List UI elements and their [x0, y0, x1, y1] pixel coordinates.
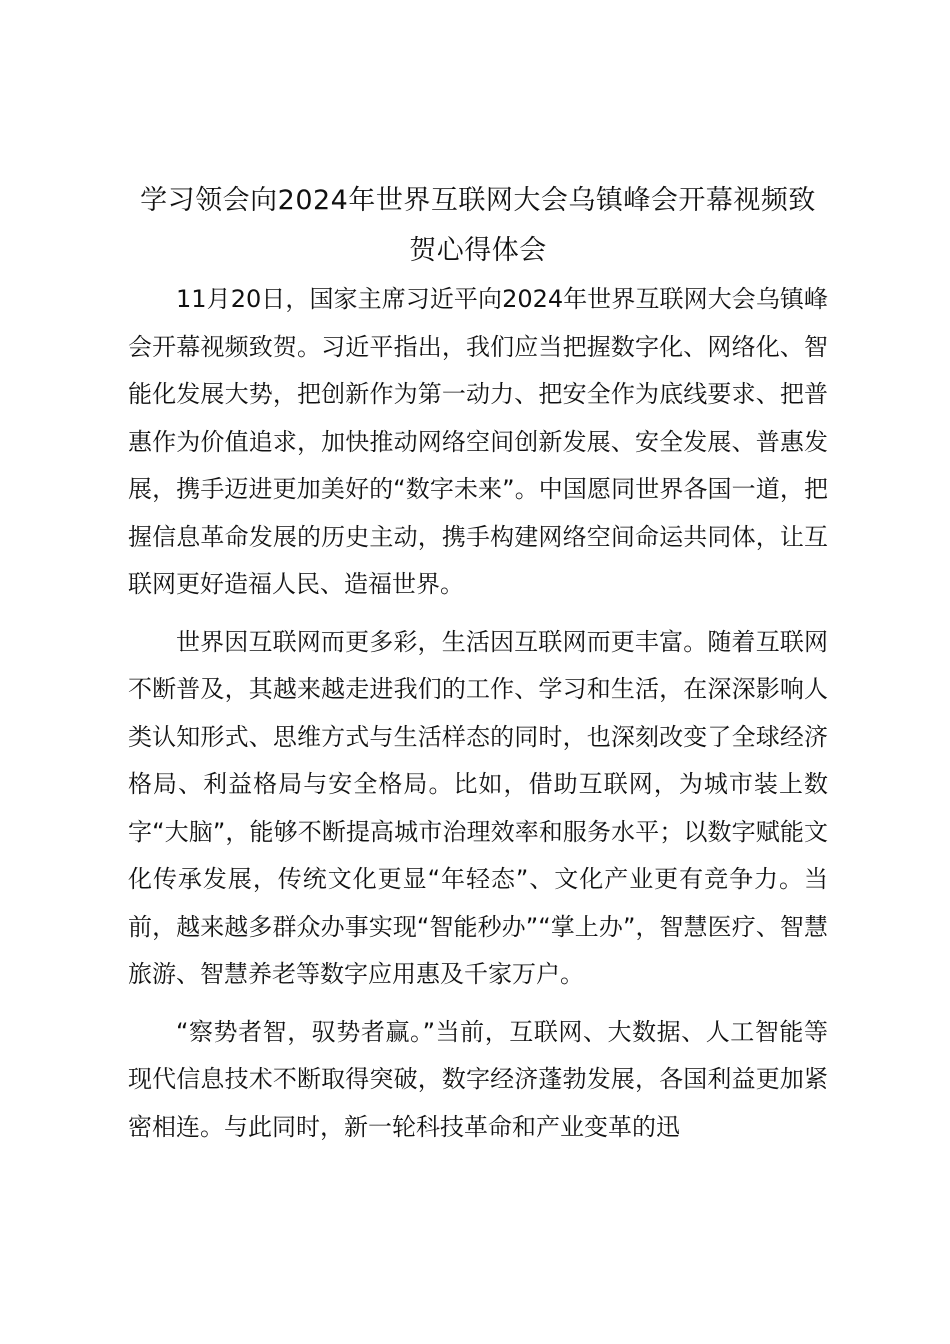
paragraph-2: 世界因互联网而更多彩，生活因互联网而更丰富。随着互联网不断普及，其越来越走进我们的工作、学习和生活，在深深影响人类认知形式、思维方式与生活样态的同时，也深刻改变了全球经济格局、利益格局与安全格局。比如，借助互联网，为城市装上数字“大脑”，能够不断提高城市治理效率和服务水平；以数字赋能文化传承发展，传统文化更显“年轻态”、文化产业更有竞争力。当前，越来越多群众办事实现“智能秒办”“掌上办”，智慧医疗、智慧旅游、智慧养老等数字应用惠及千家万户。 — [128, 627, 828, 988]
document-body — [128, 276, 828, 1161]
paragraph-3: “察势者智，驭势者赢。”当前，互联网、大数据、人工智能等现代信息技术不断取得突破，数字经济蓬勃发展，各国利益更加紧密相连。与此同时，新一轮科技革命和产业变革的迅 — [128, 1017, 828, 1141]
paragraph-1: 11月20日，国家主席习近平向2024年世界互联网大会乌镇峰会开幕视频致贺。习近平指出，我们应当把握数字化、网络化、智能化发展大势，把创新作为第一动力、把安全作为底线要求、把普惠作为价值追求，加快推动网络空间创新发展、安全发展、普惠发展，携手迈进更加美好的“数字未来”。中国愿同世界各国一道，把握信息革命发展的历史主动，携手构建网络空间命运共同体，让互联网更好造福人民、造福世界。 — [128, 285, 828, 598]
document-title: 学习领会向2024年世界互联网大会乌镇峰会开幕视频致贺心得体会 — [140, 185, 816, 266]
